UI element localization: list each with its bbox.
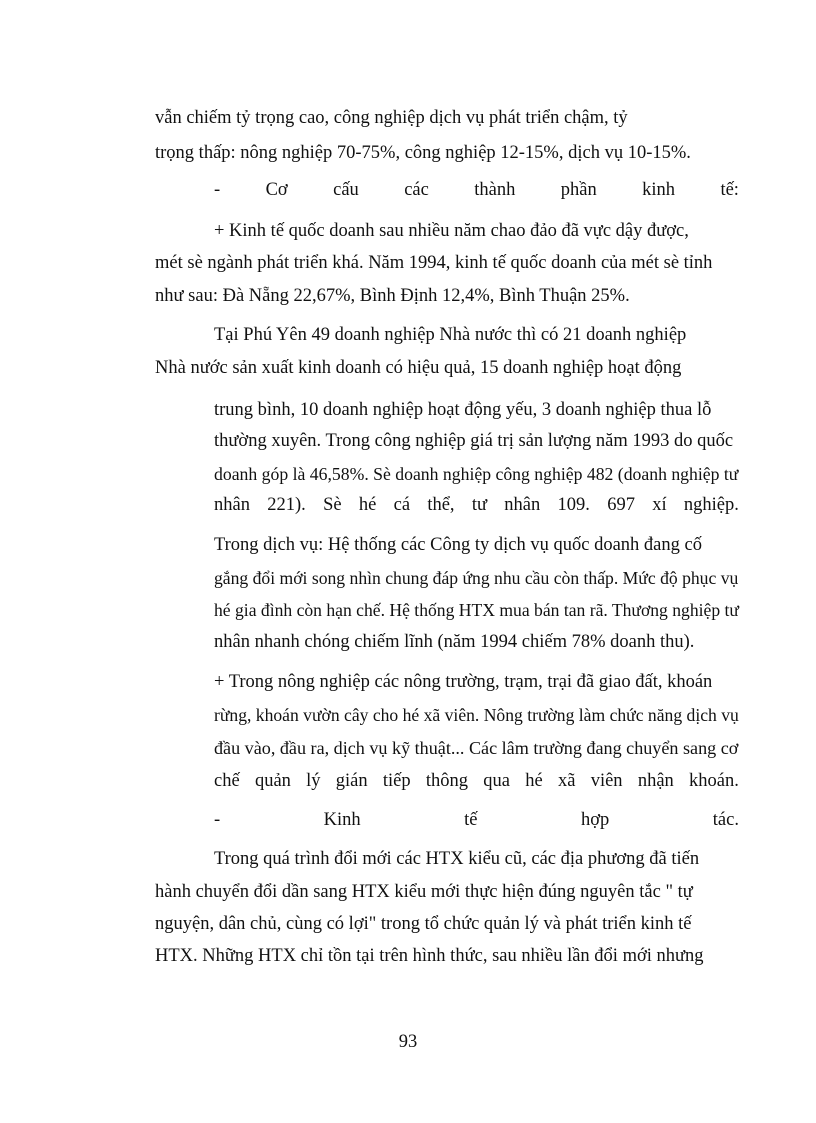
text-line: hành chuyển đổi dần sang HTX kiểu mới thực hiện đúng nguyên tắc " tự: [155, 882, 693, 902]
heading-word: tế:: [720, 180, 739, 200]
text-line: vẫn chiếm tỷ trọng cao, công nghiệp dịch vụ phát triển chậm, tỷ: [155, 108, 628, 128]
page-number: 93: [398, 1032, 418, 1052]
word: hé: [525, 771, 543, 791]
text-line: nhân nhanh chóng chiếm lĩnh (năm 1994 chiếm 78% doanh thu).: [214, 632, 695, 652]
heading-word: tác.: [712, 810, 739, 830]
word: nghiệp.: [683, 495, 739, 515]
text-line: Tại Phú Yên 49 doanh nghiệp Nhà nước thì có 21 doanh nghiệp: [214, 325, 687, 345]
word: quản: [254, 771, 291, 791]
word: khoán.: [689, 771, 739, 791]
text-line: Trong quá trình đổi mới các HTX kiểu cũ, các địa phương đã tiến: [214, 849, 700, 869]
text-line: + Kinh tế quốc doanh sau nhiều năm chao đảo đã vực dậy được,: [214, 221, 689, 241]
word: tư: [471, 495, 488, 515]
word: lý: [306, 771, 321, 791]
text-line: mét sè ngành phát triển khá. Năm 1994, kinh tế quốc doanh của mét sè tỉnh: [155, 253, 713, 273]
text-line: gắng đổi mới song nhìn chung đáp ứng nhu cầu còn thấp. Mức độ phục vụ: [214, 568, 739, 588]
heading-word: -: [214, 180, 221, 200]
word: gián: [335, 771, 368, 791]
word: thông: [425, 771, 469, 791]
text-line: + Trong nông nghiệp các nông trường, trạm, trại đã giao đất, khoán: [214, 672, 713, 692]
word: qua: [483, 771, 511, 791]
word: nhân: [504, 495, 541, 515]
section-heading-cooperative: [214, 808, 739, 832]
word: xã: [557, 771, 576, 791]
word: tiếp: [382, 771, 411, 791]
text-line: Trong dịch vụ: Hệ thống các Công ty dịch vụ quốc doanh đang cố: [214, 535, 702, 555]
text-line-spread: [214, 769, 739, 793]
text-line: thường xuyên. Trong công nghiệp giá trị sản lượng năm 1993 do quốc: [214, 431, 734, 451]
text-line: doanh góp là 46,58%. Sè doanh nghiệp công nghiệp 482 (doanh nghiệp tư: [214, 464, 739, 484]
heading-word: Cơ: [265, 180, 288, 200]
word: Sè: [323, 495, 342, 515]
heading-word: tế: [464, 810, 478, 830]
text-line-spread: [214, 493, 739, 517]
heading-word: kinh: [642, 180, 676, 200]
text-line: Nhà nước sản xuất kinh doanh có hiệu quả, 15 doanh nghiệp hoạt động: [155, 358, 682, 378]
heading-word: các: [404, 180, 429, 200]
word: chế: [214, 771, 240, 791]
word: thể,: [427, 495, 455, 515]
word: nhận: [637, 771, 674, 791]
heading-word: phần: [560, 180, 597, 200]
word: 697: [607, 495, 635, 515]
word: nhân: [214, 495, 250, 515]
heading-word: hợp: [580, 810, 610, 830]
word: 109.: [557, 495, 590, 515]
word: hé: [358, 495, 377, 515]
text-line: nguyện, dân chủ, cùng có lợi" trong tổ chức quản lý và phát triển kinh tế: [155, 914, 692, 934]
text-line: như sau: Đà Nẵng 22,67%, Bình Định 12,4%, Bình Thuận 25%.: [155, 286, 630, 306]
heading-word: cấu: [333, 180, 359, 200]
word: xí: [652, 495, 667, 515]
word: viên: [590, 771, 623, 791]
heading-word: -: [214, 810, 221, 830]
word: cá: [393, 495, 411, 515]
text-line: trung bình, 10 doanh nghiệp hoạt động yếu, 3 doanh nghiệp thua lỗ: [214, 400, 712, 420]
text-line: rừng, khoán vườn cây cho hé xã viên. Nông trường làm chức năng dịch vụ: [214, 705, 739, 725]
text-line: hé gia đình còn hạn chế. Hệ thống HTX mua bán tan rã. Thương nghiệp tư: [214, 600, 739, 620]
text-line: đầu vào, đầu ra, dịch vụ kỹ thuật... Các lâm trường đang chuyển sang cơ: [214, 738, 739, 758]
text-line: HTX. Những HTX chỉ tồn tại trên hình thức, sau nhiều lần đổi mới nhưng: [155, 946, 704, 966]
section-heading-structure: [214, 178, 739, 202]
heading-word: thành: [474, 180, 516, 200]
heading-word: Kinh: [323, 810, 361, 830]
word: 221).: [267, 495, 306, 515]
text-line: trọng thấp: nông nghiệp 70-75%, công nghiệp 12-15%, dịch vụ 10-15%.: [155, 143, 691, 163]
